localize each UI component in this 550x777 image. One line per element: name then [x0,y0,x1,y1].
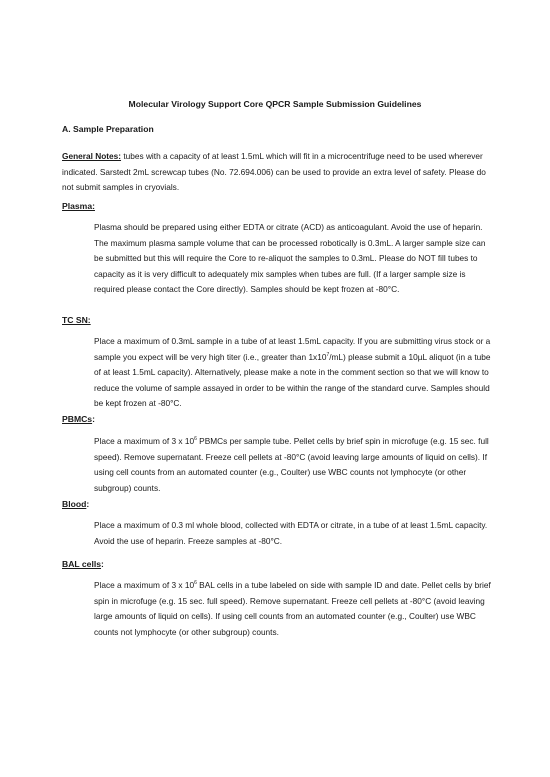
blood-paragraph: Place a maximum of 0.3 ml whole blood, collected with EDTA or citrate, in a tube of at least 1.5mL capacity. Avoid the use of heparin. Freeze samples at -80°C. [94,520,488,546]
plasma-paragraph: Plasma should be prepared using either EDTA or citrate (ACD) as anticoagulant. Avoid the use of heparin. The maximum plasma sample volume that can be processed robotically is 0.3mL. A larger sample size can be submitted but this will require the Core to re-aliquot the samples to 0.3mL. Please do NOT fill tubes to capacity as it is very difficult to adequately mix samples when tubes are full. (If a larger sample size is required please contact the Core directly). Samples should be kept frozen at -80°C. [94,222,486,295]
bal-cells-exponent: 6 [194,580,197,587]
bal-cells-label: BAL cells [62,559,102,569]
bal-cells-colon: : [101,559,104,569]
tc-sn-text-1: Place a maximum of 0.3mL sample in a tube of at least 1.5mL capacity. If you are submitting virus stock or a sample you expect will be very high titer (i.e., greater than 1x10 [94,336,491,362]
section-heading-sample-preparation: A. Sample Preparation [62,124,154,134]
tc-sn-paragraph [94,334,494,412]
bal-cells-text-2: BAL cells in a tube labeled on side with sample ID and date. Pellet cells by brief spin in microfuge (e.g. 15 sec. full speed). Remove supernatant. Freeze cell pellets at -80°C (avoid leaving large amounts of liquid on cells). If using cell counts from an automated counter (e.g., Coulter) use WBC counts not lymphocyte (or other subgroup) counts. [94,580,491,637]
tc-sn-exponent: 7 [326,351,330,358]
blood-colon: : [86,499,90,509]
pbmcs-colon: : [92,414,95,424]
pbmcs-heading [62,414,95,424]
general-notes-label: General Notes: [62,151,122,161]
tc-sn-text-2: /mL) please submit a 10µL aliquot (in a tube of at least 1.5mL capacity). Alternatively, please make a note in the comment section so that we will know to reduce the volume of sample assayed in order to be within the range of the standard curve. Samples should be kept frozen at -80°C. [94,351,491,409]
document-title: Molecular Virology Support Core QPCR Sample Submission Guidelines [128,99,422,109]
blood-heading [62,499,89,509]
bal-cells-paragraph [94,578,494,640]
bal-cells-text-1: Place a maximum of 3 x 10 [94,580,195,590]
blood-label: Blood [62,499,87,509]
pbmcs-paragraph [94,434,494,496]
general-notes-text: tubes with a capacity of at least 1.5mL which will fit in a microcentrifuge need to be used wherever indicated. Sarstedt 2mL screwcap tubes (No. 72.694.006) can be used to provide an extra level of safety. Please do not submit samples in cryovials. [62,151,486,193]
pbmcs-text-1: Place a maximum of 3 x 10 [94,436,195,446]
tc-sn-heading: TC SN: [62,315,91,325]
general-notes-paragraph [62,149,492,196]
plasma-heading: Plasma: [62,201,95,211]
pbmcs-exponent: 6 [194,436,197,443]
pbmcs-label: PBMCs [62,414,93,424]
bal-cells-heading [62,559,104,569]
pbmcs-text-2: PBMCs per sample tube. Pellet cells by brief spin in microfuge (e.g. 15 sec. full speed). Remove supernatant. Freeze cell pellets at -80°C (avoid leaving large amounts of liquid on cells). If using cell counts from an automated counter (e.g., Coulter) use WBC counts not lymphocyte (or other subgroup) counts. [94,436,489,493]
